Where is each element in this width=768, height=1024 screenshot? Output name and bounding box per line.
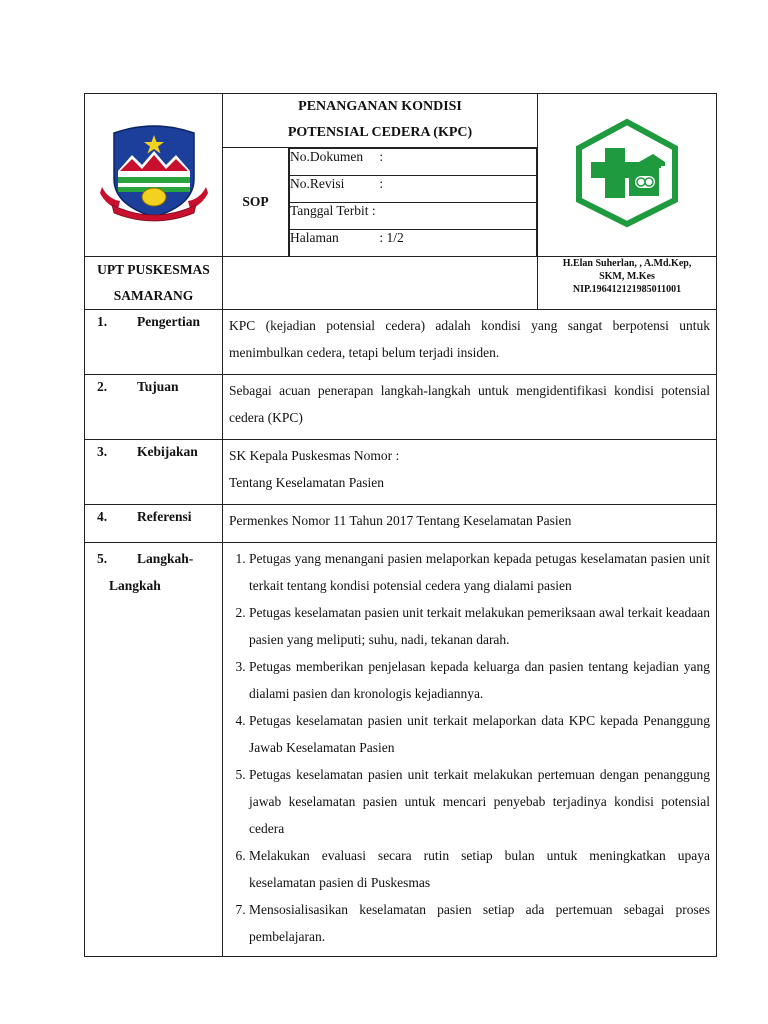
document-meta [289, 148, 537, 256]
document-title-cell [223, 94, 538, 148]
meta-halaman: Halaman : 1/2 [290, 230, 537, 257]
list-item: 7. Mensosialisasikan keselamatan pasien setiap ada pertemuan sebagai proses pembelajaran. [249, 896, 716, 950]
sop-label: SOP [223, 148, 289, 257]
blank-cell [223, 257, 538, 310]
meta-no-dokumen: No.Dokumen : [290, 149, 537, 176]
section-label: 5. Langkah- Langkah [85, 543, 223, 957]
document-title-line2: POTENSIAL CEDERA (KPC) [287, 125, 473, 140]
sop-table [84, 93, 717, 957]
puskesmas-logo-cell [538, 94, 717, 257]
unit-name-line1: UPT PUSKESMAS [97, 262, 210, 277]
puskesmas-logo-icon [569, 118, 685, 228]
signatory-cell [538, 257, 717, 310]
section-text: Sebagai acuan penerapan langkah-langkah untuk mengidentifikasi kondisi potensial cedera (KPC) [223, 375, 717, 440]
document-meta-cell [289, 148, 538, 257]
regency-emblem-icon [98, 121, 210, 225]
list-item: 5. Petugas keselamatan pasien unit terkait melakukan pertemuan dengan penanggung jawab keselamatan pasien untuk mencari penyebab terjadinya kondisi potensial cedera [249, 761, 716, 842]
section-referensi [85, 505, 717, 543]
meta-tanggal-terbit: Tanggal Terbit : [290, 203, 537, 230]
section-text: SK Kepala Puskesmas Nomor : Tentang Keselamatan Pasien [223, 440, 717, 505]
document-title-line1: PENANGANAN KONDISI [298, 99, 462, 114]
list-item: 2. Petugas keselamatan pasien unit terkait melakukan pemeriksaan awal terkait keadaan pasien yang meliputi; suhu, nadi, tekanan darah. [249, 599, 716, 653]
section-label: 3. Kebijakan [85, 440, 223, 505]
section-text: Permenkes Nomor 11 Tahun 2017 Tentang Keselamatan Pasien [223, 505, 717, 543]
section-langkah [85, 543, 717, 957]
section-kebijakan [85, 440, 717, 505]
signatory-degree: SKM, M.Kes [599, 271, 655, 282]
list-item: 3. Petugas memberikan penjelasan kepada keluarga dan pasien tentang kejadian yang dialami pasien dan kronologis kejadiannya. [249, 653, 716, 707]
section-text: KPC (kejadian potensial cedera) adalah kondisi yang sangat berpotensi untuk menimbulkan cedera, tetapi belum terjadi insiden. [223, 310, 717, 375]
sop-document [84, 93, 716, 957]
unit-name-cell [85, 257, 223, 310]
unit-name-line2: SAMARANG [113, 288, 194, 303]
meta-no-revisi: No.Revisi : [290, 176, 537, 203]
section-pengertian [85, 310, 717, 375]
signatory-nip: NIP.196412121985011001 [572, 284, 682, 295]
steps-cell [223, 543, 717, 957]
steps-list [223, 545, 716, 950]
section-label: 2. Tujuan [85, 375, 223, 440]
regency-emblem-cell [85, 94, 223, 257]
signatory-name: H.Elan Suherlan, , A.Md.Kep, [562, 258, 692, 269]
section-tujuan [85, 375, 717, 440]
section-label: 1. Pengertian [85, 310, 223, 375]
section-label: 4. Referensi [85, 505, 223, 543]
list-item: 1. Petugas yang menangani pasien melaporkan kepada petugas keselamatan pasien unit terkait tentang kondisi potensial cedera yang dialami pasien [249, 545, 716, 599]
list-item: 6. Melakukan evaluasi secara rutin setiap bulan untuk meningkatkan upaya keselamatan pasien di Puskesmas [249, 842, 716, 896]
list-item: 4. Petugas keselamatan pasien unit terkait melaporkan data KPC kepada Penanggung Jawab Keselamatan Pasien [249, 707, 716, 761]
